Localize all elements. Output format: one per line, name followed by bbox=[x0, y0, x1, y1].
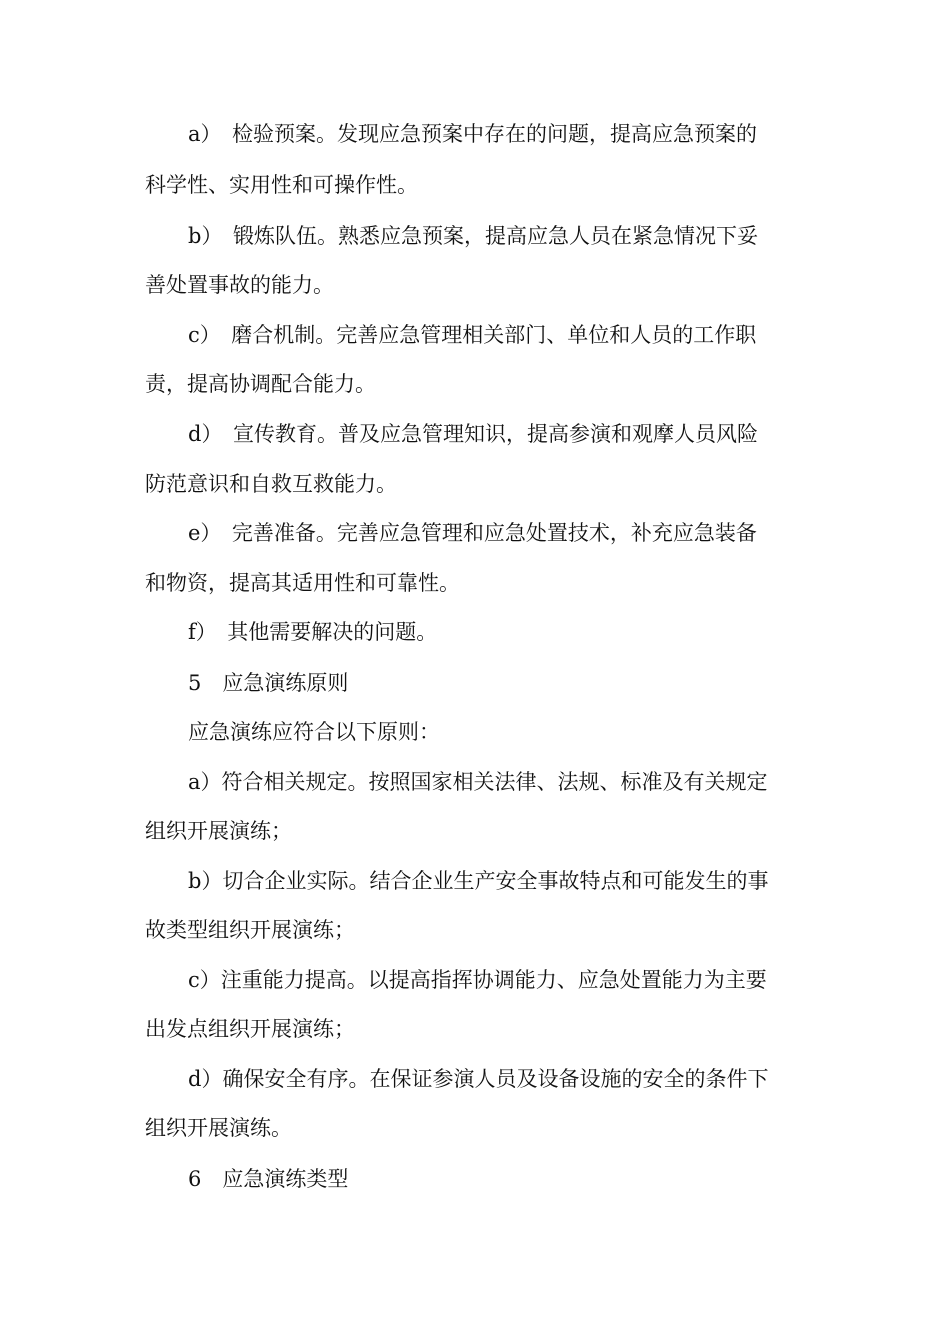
text-line: 组织开展演练。 bbox=[145, 1116, 292, 1140]
text-line: 防范意识和自救互救能力。 bbox=[145, 472, 397, 496]
text-line: d）确保安全有序。在保证参演人员及设备设施的安全的条件下 bbox=[188, 1067, 769, 1091]
text-line: a）符合相关规定。按照国家相关法律、法规、标准及有关规定 bbox=[188, 770, 768, 794]
text-line: 责，提高协调配合能力。 bbox=[145, 372, 376, 396]
text-line: 科学性、实用性和可操作性。 bbox=[145, 173, 418, 197]
text-line: d） 宣传教育。普及应急管理知识，提高参演和观摩人员风险 bbox=[188, 422, 758, 446]
text-line: e） 完善准备。完善应急管理和应急处置技术，补充应急装备 bbox=[188, 521, 757, 545]
text-line: 应急演练应符合以下原则： bbox=[188, 720, 440, 744]
text-line: a） 检验预案。发现应急预案中存在的问题，提高应急预案的 bbox=[188, 122, 758, 146]
text-line: 善处置事故的能力。 bbox=[145, 273, 334, 297]
section-heading: 6 应急演练类型 bbox=[188, 1167, 349, 1191]
text-line: 出发点组织开展演练； bbox=[145, 1017, 355, 1041]
text-line: 和物资，提高其适用性和可靠性。 bbox=[145, 571, 460, 595]
text-line: c） 磨合机制。完善应急管理相关部门、单位和人员的工作职 bbox=[188, 323, 757, 347]
section-heading: 5 应急演练原则 bbox=[188, 671, 349, 695]
text-line: 组织开展演练； bbox=[145, 819, 292, 843]
text-line: 故类型组织开展演练； bbox=[145, 918, 355, 942]
text-line: b）切合企业实际。结合企业生产安全事故特点和可能发生的事 bbox=[188, 869, 769, 893]
text-line: c）注重能力提高。以提高指挥协调能力、应急处置能力为主要 bbox=[188, 968, 767, 992]
text-line: b） 锻炼队伍。熟悉应急预案，提高应急人员在紧急情况下妥 bbox=[188, 224, 758, 248]
text-line: f） 其他需要解决的问题。 bbox=[188, 620, 438, 644]
